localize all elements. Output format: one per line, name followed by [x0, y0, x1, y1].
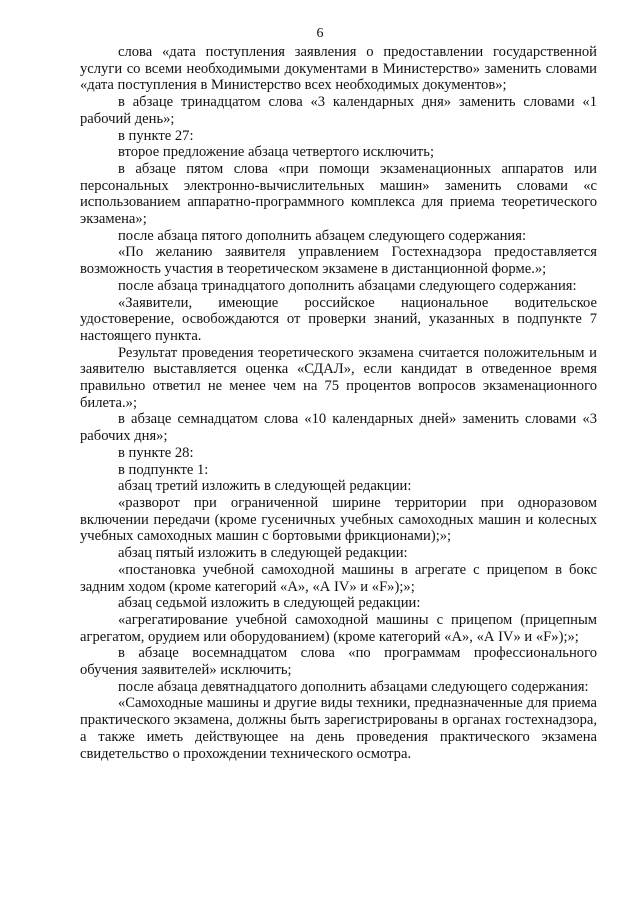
paragraph: «агрегатирование учебной самоходной машины с прицепом (прицепным агрегатом, орудием или оборудованием) (кроме категорий «А», «А IV» и «F»);»;	[80, 611, 597, 645]
paragraph: «постановка учебной самоходной машины в агрегате с прицепом в бокс задним ходом (кроме категорий «А», «А IV» и «F»);»;	[80, 561, 597, 595]
paragraph: в абзаце пятом слова «при помощи экзаменационных аппаратов или персональных электронно-вычислительных машин» заменить словами «с использованием аппаратно-программного комплекса для приема теоретического экзамена»;	[80, 160, 597, 228]
page-number: 6	[316, 26, 324, 41]
paragraph: «Самоходные машины и другие виды техники, предназначенные для приема практического экзамена, должны быть зарегистрированы в органах гостехнадзора, а также иметь действующее на день проведения практического экзамена свидетельство о прохождении технического осмотра.	[80, 695, 597, 762]
paragraph: слова «дата поступления заявления о предоставлении государственной услуги со всеми необходимыми документами в Министерство» заменить словами «дата поступления в Министерство всех необходимых документов»;	[80, 44, 597, 94]
document-body	[80, 44, 597, 762]
paragraph: второе предложение абзаца четвертого исключить;	[118, 144, 435, 161]
paragraph: в подпункте 1:	[118, 461, 209, 478]
paragraph: «Заявители, имеющие российское национальное водительское удостоверение, освобождаются от проверки знаний, указанных в подпункте 7 настоящего пункта.	[80, 294, 597, 344]
paragraph: после абзаца тринадцатого дополнить абзацами следующего содержания:	[118, 277, 577, 294]
paragraph: в абзаце тринадцатом слова «3 календарных дня» заменить словами «1 рабочий день»;	[80, 94, 597, 127]
paragraph: абзац седьмой изложить в следующей редакции:	[118, 595, 421, 612]
paragraph: абзац третий изложить в следующей редакции:	[118, 478, 412, 495]
paragraph: в абзаце восемнадцатом слова «по программам профессионального обучения заявителей» исключить;	[80, 645, 597, 679]
paragraph: абзац пятый изложить в следующей редакции:	[118, 545, 408, 562]
paragraph: «разворот при ограниченной ширине территории при одноразовом включении передачи (кроме гусеничных учебных самоходных машин и колесных учебных самоходных машин с бортовыми фрикционами);»;	[80, 494, 597, 545]
paragraph: после абзаца пятого дополнить абзацем следующего содержания:	[118, 227, 526, 244]
paragraph: «По желанию заявителя управлением Гостехнадзора предоставляется возможность участия в теоретическом экзамене в дистанционной форме.»;	[80, 244, 597, 278]
paragraph: Результат проведения теоретического экзамена считается положительным и заявителю выставляется оценка «СДАЛ», если кандидат в отведенное время правильно ответил не менее чем на 75 процентов вопросов экзаменационного билета.»;	[80, 344, 597, 411]
paragraph: в пункте 27:	[118, 127, 194, 144]
paragraph: после абзаца девятнадцатого дополнить абзацами следующего содержания:	[118, 678, 589, 695]
paragraph: в пункте 28:	[118, 444, 194, 461]
paragraph: в абзаце семнадцатом слова «10 календарных дней» заменить словами «3 рабочих дня»;	[80, 411, 597, 445]
